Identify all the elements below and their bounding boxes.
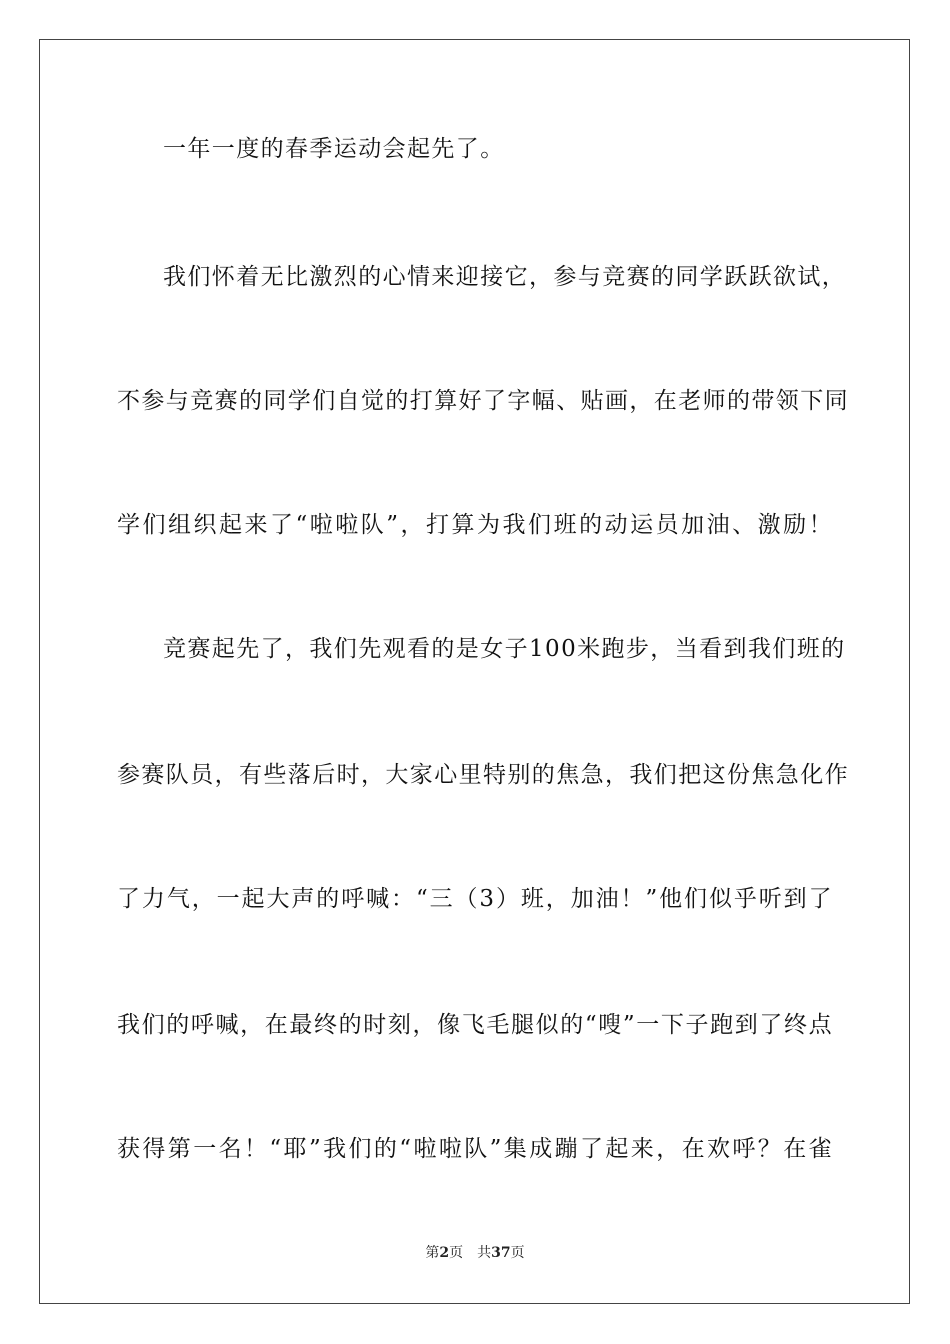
text-line-1: 一年一度的春季运动会起先了。 bbox=[163, 136, 505, 162]
text-line-3: 不参与竞赛的同学们自觉的打算好了字幅、贴画，在老师的带领下同 bbox=[117, 388, 849, 414]
page-suffix: 页 bbox=[449, 1245, 464, 1261]
total-pages: 37 bbox=[491, 1245, 511, 1261]
text-line-5: 竞赛起先了，我们先观看的是女子100米跑步，当看到我们班的 bbox=[163, 636, 846, 662]
total-suffix: 页 bbox=[510, 1245, 525, 1261]
text-line-4: 学们组织起来了“啦啦队”，打算为我们班的动运员加油、激励！ bbox=[117, 512, 833, 538]
text-line-7: 了力气，一起大声的呼喊：“三（3）班，加油！”他们似乎听到了 bbox=[117, 886, 833, 912]
text-line-8: 我们的呼喊，在最终的时刻，像飞毛腿似的“嗖”一下子跑到了终点 bbox=[117, 1012, 833, 1038]
page-prefix: 第 bbox=[425, 1245, 440, 1261]
total-prefix: 共 bbox=[477, 1245, 492, 1261]
text-line-2: 我们怀着无比激烈的心情来迎接它，参与竞赛的同学跃跃欲试， bbox=[163, 264, 847, 290]
page-number: 2 bbox=[439, 1245, 450, 1261]
page-footer bbox=[0, 1244, 950, 1262]
text-line-9: 获得第一名！“耶”我们的“啦啦队”集成蹦了起来，在欢呼？在雀 bbox=[117, 1136, 833, 1162]
page-frame bbox=[39, 39, 910, 1304]
text-line-6: 参赛队员，有些落后时，大家心里特别的焦急，我们把这份焦急化作 bbox=[117, 762, 849, 788]
